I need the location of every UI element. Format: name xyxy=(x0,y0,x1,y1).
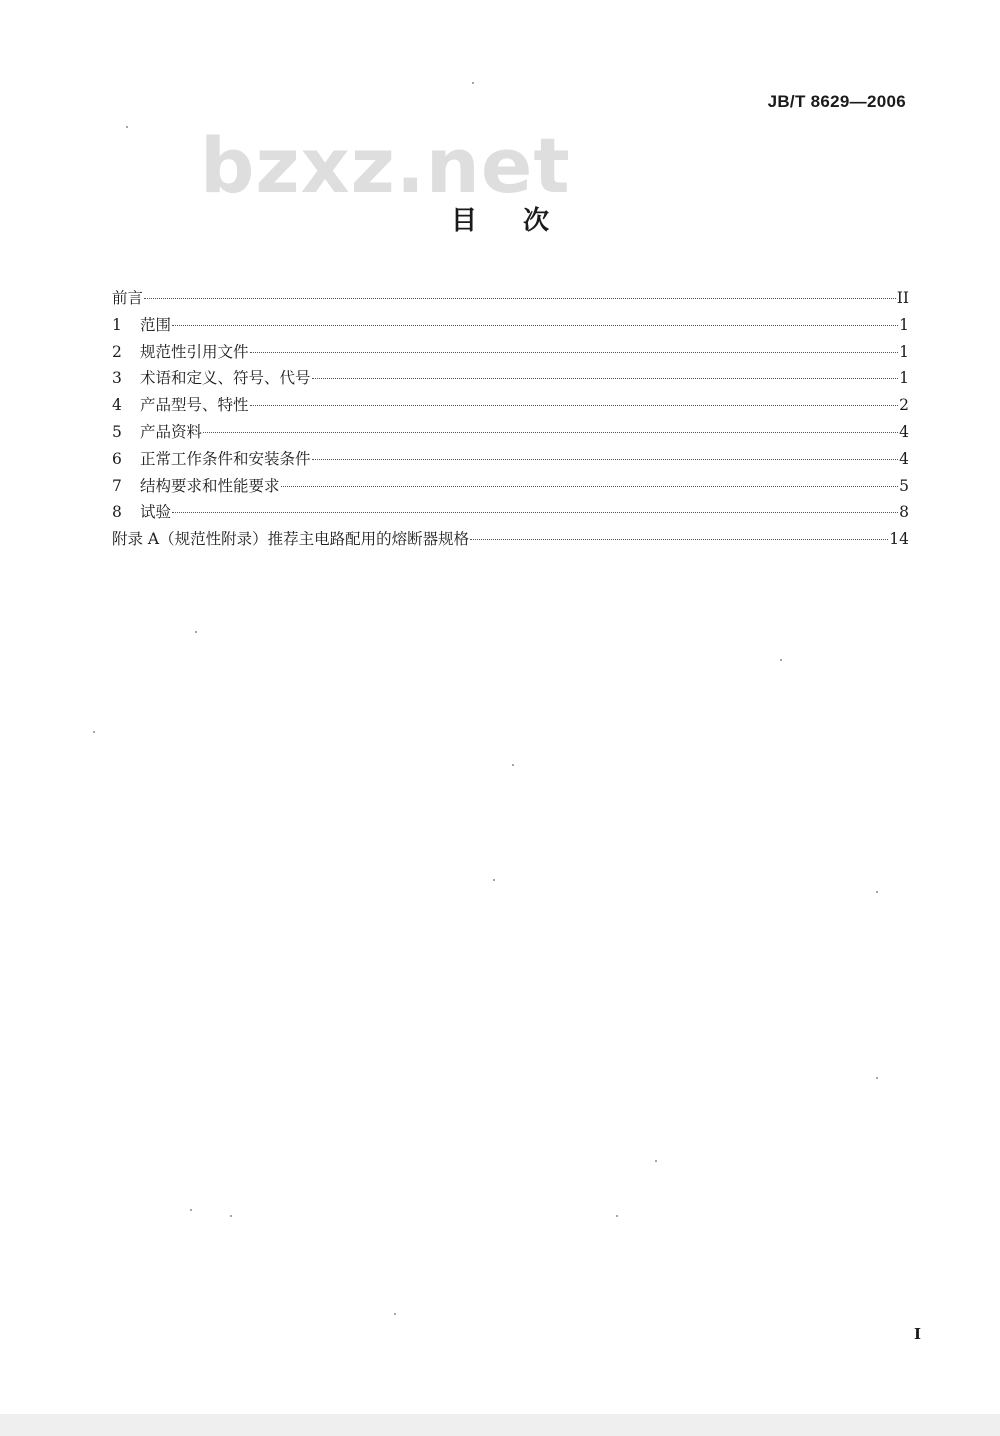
toc-entry-page: 2 xyxy=(899,396,909,415)
toc-entry-page: 8 xyxy=(899,503,909,522)
scan-speck xyxy=(512,764,514,766)
toc-entry-label: 结构要求和性能要求 xyxy=(140,476,280,495)
toc-entry[interactable] xyxy=(112,340,909,367)
toc-leader-dots xyxy=(312,459,899,460)
toc-entry-label: 产品型号、特性 xyxy=(140,396,249,415)
scan-speck xyxy=(876,891,878,893)
toc-leader-dots xyxy=(203,432,898,433)
toc-leader-dots xyxy=(281,486,899,487)
scan-speck xyxy=(616,1215,618,1217)
toc-leader-dots xyxy=(172,325,898,326)
toc-leader-dots xyxy=(250,405,899,406)
toc-entry-page: 1 xyxy=(899,342,909,361)
toc-entry-number: 4 xyxy=(112,396,122,415)
toc-entry[interactable] xyxy=(112,420,909,447)
toc-leader-dots xyxy=(312,378,899,379)
scan-speck xyxy=(655,1160,657,1162)
toc-entry-label: 试验 xyxy=(140,503,172,522)
toc-entry-label: 产品资料 xyxy=(140,422,203,441)
toc-leader-dots xyxy=(250,352,899,353)
scan-speck xyxy=(230,1215,232,1217)
scan-speck xyxy=(195,631,197,633)
toc-entry-page: 4 xyxy=(899,422,909,441)
toc-entry-number: 6 xyxy=(112,449,122,468)
toc-entry-number: 2 xyxy=(112,342,122,361)
page-number: I xyxy=(913,1325,921,1343)
toc-entry-page: 1 xyxy=(899,369,909,388)
toc-entry-number: 7 xyxy=(112,476,122,495)
scan-speck xyxy=(394,1313,396,1315)
page-bottom-edge xyxy=(0,1414,1000,1436)
scan-speck xyxy=(493,879,495,881)
toc-entry-page: 5 xyxy=(899,476,909,495)
toc-entry-label: 前言 xyxy=(112,289,144,307)
toc-entry-label: 术语和定义、符号、代号 xyxy=(140,369,311,388)
toc-entry[interactable] xyxy=(112,474,909,501)
toc-entry-label: 正常工作条件和安装条件 xyxy=(140,449,311,468)
standard-number: JB/T 8629—2006 xyxy=(767,92,906,111)
toc-entry[interactable] xyxy=(112,313,909,340)
toc-entry[interactable] xyxy=(112,447,909,474)
toc-leader-dots xyxy=(172,512,898,513)
toc-entry[interactable] xyxy=(112,393,909,420)
toc-entry-label: 范围 xyxy=(140,315,172,334)
toc-entry-number: 1 xyxy=(112,315,122,334)
toc-entry[interactable] xyxy=(112,500,909,527)
toc-entry-number: 5 xyxy=(112,422,122,441)
toc-entry[interactable] xyxy=(112,527,909,554)
toc-title: 目次 xyxy=(450,206,595,236)
scan-speck xyxy=(780,659,782,661)
toc-entry-page: 4 xyxy=(899,449,909,468)
scan-speck xyxy=(190,1209,192,1211)
toc-leader-dots xyxy=(144,298,896,299)
toc-entry-page: 1 xyxy=(899,315,909,334)
toc-entry-number: 8 xyxy=(112,503,122,522)
toc-leader-dots xyxy=(470,539,888,540)
toc-entry-page: II xyxy=(896,289,909,307)
toc-entry-label: 规范性引用文件 xyxy=(140,342,249,361)
table-of-contents xyxy=(112,286,909,554)
scan-speck xyxy=(93,731,95,733)
watermark: bzxz.net xyxy=(200,121,571,210)
scan-speck xyxy=(876,1077,878,1079)
toc-entry-label: 附录 A（规范性附录）推荐主电路配用的熔断器规格 xyxy=(112,530,470,549)
toc-entry-page: 14 xyxy=(889,530,909,549)
toc-entry[interactable] xyxy=(112,366,909,393)
toc-entry[interactable] xyxy=(112,286,909,313)
scan-speck xyxy=(126,126,128,128)
toc-entry-number: 3 xyxy=(112,369,122,388)
scan-speck xyxy=(472,82,474,84)
